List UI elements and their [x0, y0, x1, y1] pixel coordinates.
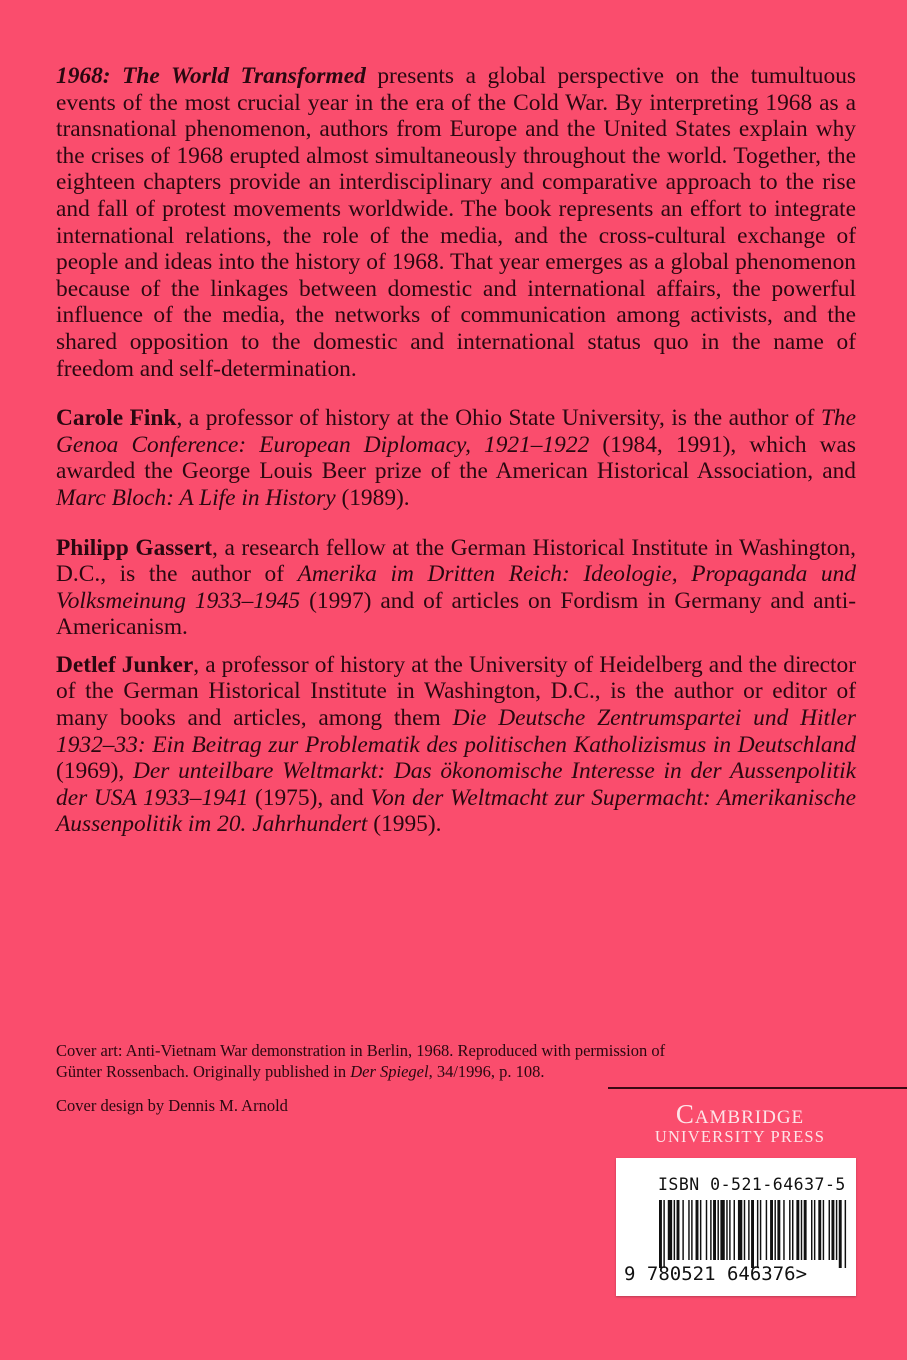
cover-art-source: Der Spiegel [350, 1061, 429, 1081]
barcode-icon [659, 1200, 849, 1268]
editor-name: Philipp Gassert [56, 534, 213, 561]
publisher-rule [608, 1087, 907, 1089]
book-title: 1968: The World Transformed [56, 63, 366, 89]
editor-bio-gassert: Philipp Gassert, a research fellow at the German Historical Institute in Washington, D.C., is the author of Amerika im Dritten Reich: Ideologie, Propaganda und Volksmeinung 1933–1945 (1997) and of articles on Fordism in Germany and anti-Americanism. [56, 534, 856, 641]
cover-art-credit: Cover art: Anti-Vietnam War demonstration in Berlin, 1968. Reproduced with permission of Günter Rossenbach. Originally published in Der Spiegel, 34/1996, p. 108. [56, 1041, 666, 1081]
book-title: The Genoa Conference: European Diplomacy, 1921–1922 [56, 405, 856, 458]
ean-digits: 9 780521 646376> [624, 1263, 808, 1285]
editor-bio-junker: Detlef Junker, a professor of history at the University of Heidelberg and the director of the German Historical Institute in Washington, D.C., is the author or editor of many books and articles, among them Die Deutsche Zentrumspartei und Hitler 1932–33: Ein Beitrag zur Problematik des politischen Katholizismus in Deutschland (1969), Der unteilbare Weltmarkt: Das ökonomische Interesse in der Aussenpolitik der USA 1933–1941 (1975), and Von der Weltmacht zur Supermacht: Amerikanische Aussenpolitik im 20. Jahrhundert (1995). [56, 651, 856, 838]
back-cover-text [56, 63, 856, 838]
editor-name: Carole Fink [56, 405, 177, 432]
book-title: Amerika im Dritten Reich: Ideologie, Propaganda und Volksmeinung 1933–1945 [56, 561, 856, 614]
book-title: Von der Weltmacht zur Supermacht: Amerikanische Aussenpolitik im 20. Jahrhundert [56, 784, 856, 838]
editor-bio-fink: Carole Fink, a professor of history at the Ohio State University, is the author of The Genoa Conference: European Diplomacy, 1921–1922 (1984, 1991), which was awarded the George Louis Beer prize of the American Historical Association, and Marc Bloch: A Life in History (1989). [56, 405, 856, 511]
editor-name: Detlef Junker [56, 651, 194, 678]
credits [56, 1041, 696, 1117]
isbn-barcode [616, 1158, 856, 1296]
book-title: Die Deutsche Zentrumspartei und Hitler 1932–33: Ein Beitrag zur Problematik des politischen Katholizismus in Deutschland [56, 705, 856, 758]
book-title: Marc Bloch: A Life in History [56, 484, 336, 511]
book-title: Der unteilbare Weltmarkt: Das ökonomische Interesse in der Aussenpolitik der USA 1933–1941 [56, 758, 856, 811]
book-description [56, 63, 856, 382]
publisher-subname: UNIVERSITY PRESS [654, 1127, 826, 1146]
isbn-label: ISBN 0-521-64637-5 [658, 1175, 846, 1194]
publisher-logo [630, 1100, 850, 1146]
publisher-name: Cambridge [675, 1099, 805, 1129]
description-body: presents a global perspective on the tumultuous events of the most crucial year in the era of the Cold War. By interpreting 1968 as a transnational phenomenon, authors from Europe and the United States explain why the crises of 1968 erupted almost simultaneously throughout the world. Together, the eighteen chapters provide an interdisciplinary and comparative approach to the rise and fall of protest movements worldwide. The book represents an effort to integrate international relations, the role of the media, and the cross-cultural exchange of people and ideas into the history of 1968. That year emerges as a global phenomenon because of the linkages between domestic and international affairs, the powerful influence of the media, the networks of communication among activists, and the shared opposition to the domestic and international status quo in the name of freedom and self-determination. [56, 63, 856, 382]
cover-design-credit: Cover design by Dennis M. Arnold [56, 1096, 288, 1115]
